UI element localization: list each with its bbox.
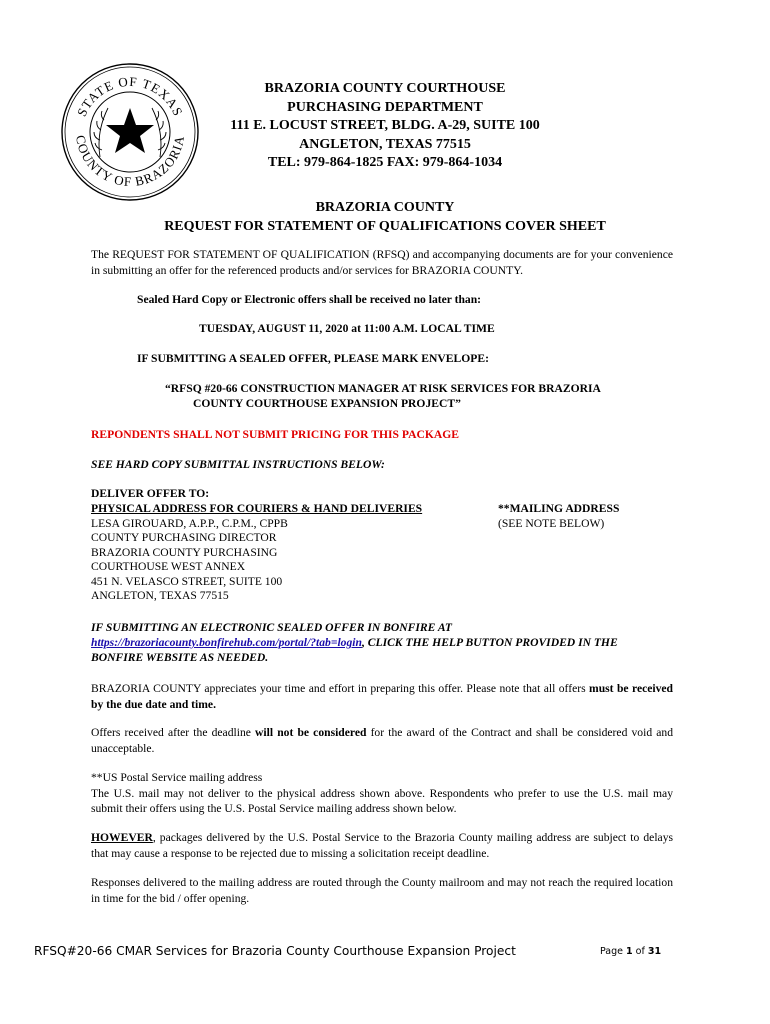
physical-address-heading: PHYSICAL ADDRESS FOR COURIERS & HAND DELIVERIES <box>91 502 423 515</box>
address-line: LESA GIROUARD, A.P.P., C.P.M., CPPB <box>91 516 288 530</box>
address-line: BRAZORIA COUNTY PURCHASING <box>91 545 278 559</box>
header-line-5: TEL: 979-864-1825 FAX: 979-864-1034 <box>267 155 503 170</box>
however-bold: HOWEVER <box>91 831 153 844</box>
seal-top-text: STATE OF TEXAS <box>73 73 187 119</box>
bonfire-link[interactable]: https://brazoriacounty.bonfirehub.com/portal/?tab=login <box>91 636 362 649</box>
deadline: TUESDAY, AUGUST 11, 2020 at 11:00 A.M. LOCAL TIME <box>199 322 495 335</box>
electronic-line-2-rest: , CLICK THE HELP BUTTON PROVIDED IN THE <box>361 636 618 649</box>
address-line: COURTHOUSE WEST ANNEX <box>91 560 246 573</box>
of-label: of <box>632 946 648 957</box>
however-paragraph <box>91 830 673 861</box>
intro-paragraph: The REQUEST FOR STATEMENT OF QUALIFICATION (RFSQ) and accompanying documents are for your convenience in submitting an offer for the referenced products and/or services for BRAZORIA COUNTY. <box>91 248 673 277</box>
postal-heading: **US Postal Service mailing address <box>91 771 263 784</box>
address-line: COUNTY PURCHASING DIRECTOR <box>91 531 277 544</box>
electronic-line-3: BONFIRE WEBSITE AS NEEDED. <box>91 651 269 664</box>
sealed-notice: Sealed Hard Copy or Electronic offers shall be received no later than: <box>137 293 482 306</box>
late-post: for the award of the Contract and shall be considered void and unacceptable. <box>91 726 673 755</box>
however-text: , packages delivered by the U.S. Postal Service to the Brazoria County mailing address are subject to delays that may cause a response to be rejected due to missing a solicitation receipt deadline. <box>91 831 673 860</box>
postal-paragraph: The U.S. mail may not deliver to the physical address shown above. Respondents who prefer to use the U.S. mail may submit their offers using the U.S. Postal Service mailing address shown below. <box>91 786 673 815</box>
rfsq-label-line-1: “RFSQ #20-66 CONSTRUCTION MANAGER AT RISK SERVICES FOR BRAZORIA <box>165 382 601 395</box>
county-seal <box>60 62 200 202</box>
late-pre: Offers received after the deadline <box>91 726 256 739</box>
seal-bottom-text: COUNTY OF BRAZORIA <box>72 134 188 190</box>
header-line-3: 111 E. LOCUST STREET, BLDG. A-29, SUITE 100 <box>230 118 540 133</box>
late-bold: will not be considered <box>255 726 367 739</box>
page-current: 1 <box>626 946 633 957</box>
page-total: 31 <box>647 946 662 957</box>
page-label: Page <box>600 946 627 957</box>
address-line: 451 N. VELASCO STREET, SUITE 100 <box>91 574 283 588</box>
electronic-line-1: IF SUBMITTING AN ELECTRONIC SEALED OFFER IN BONFIRE AT <box>91 621 453 634</box>
appreciation-text: BRAZORIA COUNTY appreciates your time and effort in preparing this offer. Please note that all offers <box>91 682 590 695</box>
appreciation-paragraph <box>91 681 673 712</box>
mailing-address-heading: **MAILING ADDRESS <box>498 502 620 515</box>
electronic-line-2 <box>91 636 618 651</box>
footer-text: RFSQ#20-66 CMAR Services for Brazoria County Courthouse Expansion Project <box>34 944 516 958</box>
no-pricing-warning: REPONDENTS SHALL NOT SUBMIT PRICING FOR THIS PACKAGE <box>91 428 459 441</box>
rfsq-label-line-2: COUNTY COURTHOUSE EXPANSION PROJECT” <box>193 397 461 410</box>
appreciation-bold: must be received by the due date and time. <box>91 682 673 711</box>
hard-copy-heading: SEE HARD COPY SUBMITTAL INSTRUCTIONS BELOW: <box>91 458 385 471</box>
deliver-heading: DELIVER OFFER TO: <box>91 487 210 500</box>
header-line-4: ANGLETON, TEXAS 77515 <box>299 136 471 152</box>
mailroom-paragraph: Responses delivered to the mailing address are routed through the County mailroom and may not reach the required location in time for the bid / offer opening. <box>91 876 673 905</box>
document-title-line-2: REQUEST FOR STATEMENT OF QUALIFICATIONS COVER SHEET <box>164 218 606 234</box>
late-offers-paragraph <box>91 725 673 756</box>
header-line-2: PURCHASING DEPARTMENT <box>287 99 483 115</box>
document-title-line-1: BRAZORIA COUNTY <box>315 200 455 215</box>
envelope-notice: IF SUBMITTING A SEALED OFFER, PLEASE MARK ENVELOPE: <box>137 352 489 365</box>
mailing-address-note: (SEE NOTE BELOW) <box>498 516 605 530</box>
page-number <box>600 946 661 957</box>
address-line: ANGLETON, TEXAS 77515 <box>91 589 229 602</box>
header-line-1: BRAZORIA COUNTY COURTHOUSE <box>264 81 506 96</box>
